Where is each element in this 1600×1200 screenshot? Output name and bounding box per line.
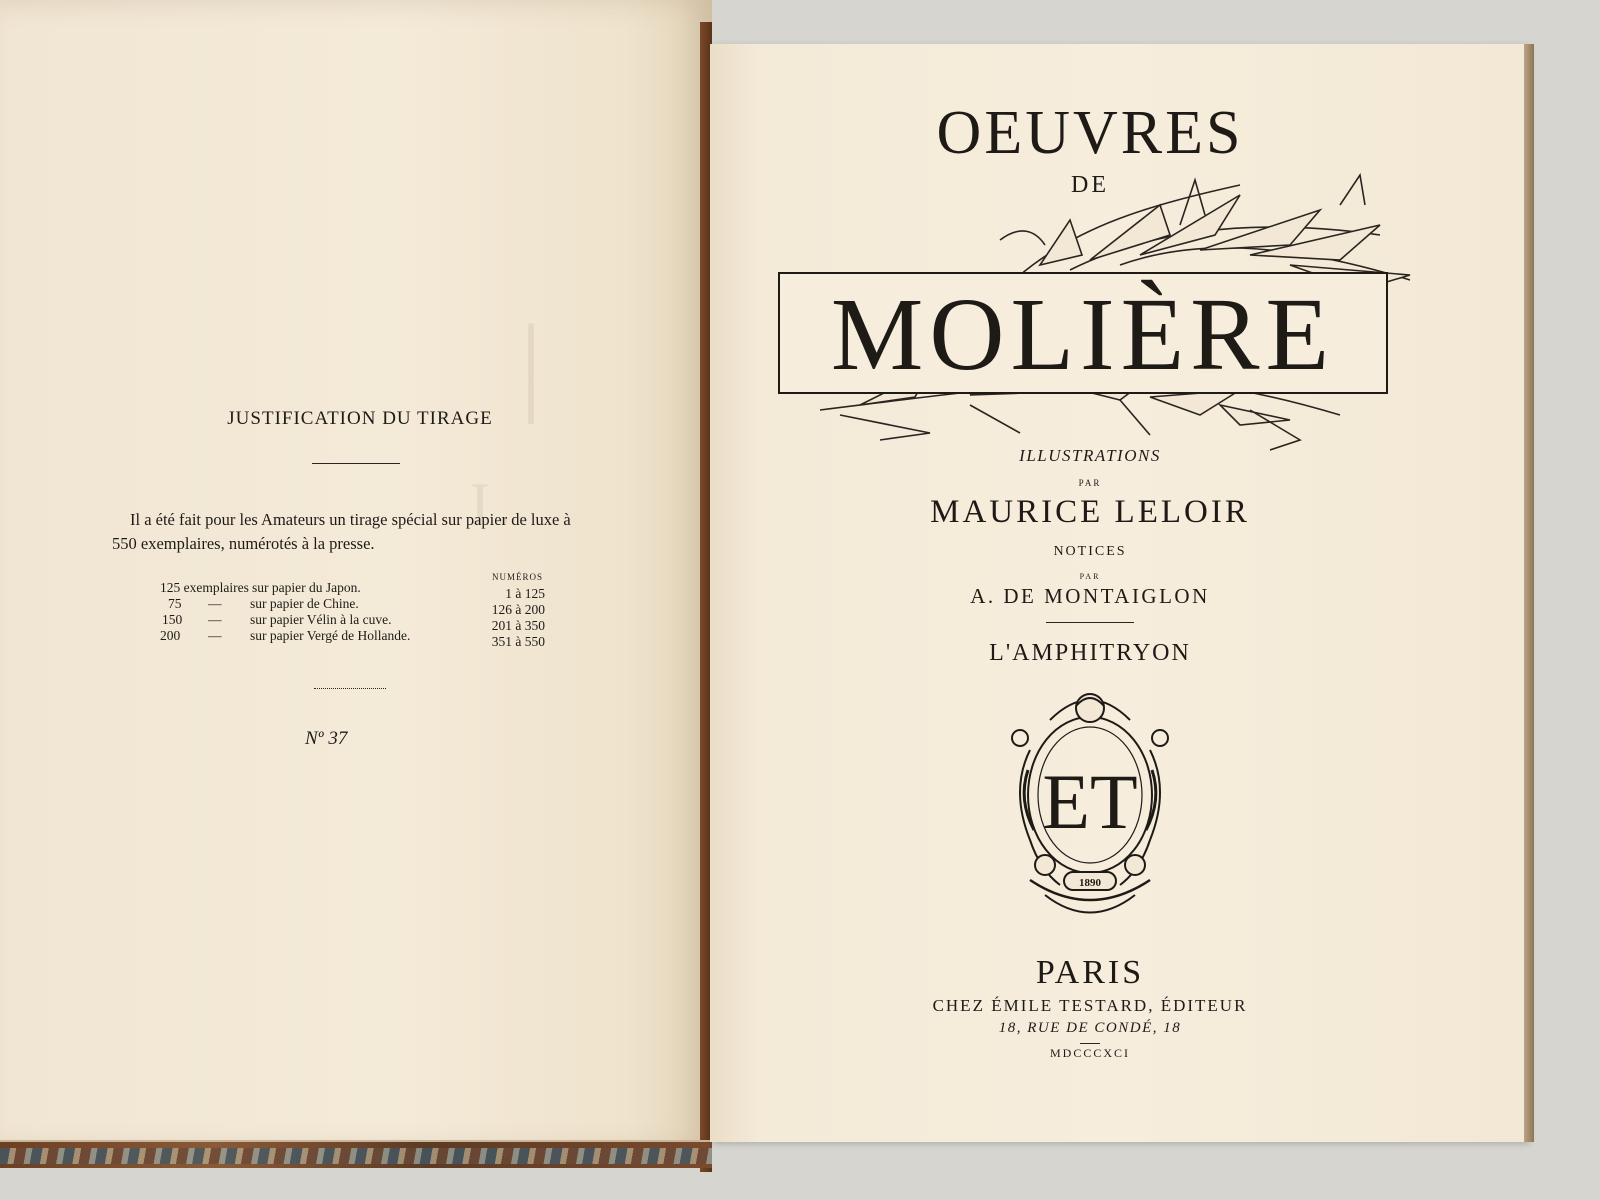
edition-row — [160, 612, 560, 633]
edition-dash: — — [208, 628, 222, 643]
title-oeuvres: OEUVRES — [936, 99, 1244, 167]
illustrations-label: ILLUSTRATIONS — [1019, 446, 1161, 465]
edition-paper: sur papier du Japon. — [252, 580, 361, 595]
imprint-publisher: CHEZ ÉMILE TESTARD, ÉDITEUR — [932, 996, 1248, 1015]
annotator-name: A. DE MONTAIGLON — [970, 584, 1210, 608]
edition-range: 201 à 350 — [491, 618, 545, 633]
publisher-device-emblem — [990, 680, 1190, 930]
marbled-pattern — [0, 1148, 712, 1164]
edition-row — [160, 580, 560, 601]
edition-quantity: 150 — [162, 612, 183, 627]
edition-paper: sur papier Vergé de Hollande. — [250, 628, 411, 643]
imprint-rule — [1080, 1043, 1100, 1044]
statement-line-2: 550 exemplaires, numérotés à la presse. — [112, 534, 375, 553]
device-year: 1890 — [1079, 877, 1101, 889]
title-de: DE — [1071, 172, 1109, 198]
illustrator-name: MAURICE LELOIR — [930, 494, 1250, 530]
imprint-year: MDCCCXCI — [1049, 1046, 1130, 1060]
show-through-text: I. — [470, 471, 517, 537]
marbled-page-edge — [0, 1140, 712, 1168]
edition-range: 351 à 550 — [491, 634, 545, 649]
edition-dash: — — [208, 612, 222, 627]
title-moliere: MOLIÈRE — [830, 277, 1336, 392]
edition-quantity: 200 — [160, 628, 181, 643]
book-board-edge — [1524, 44, 1534, 1142]
imprint-address: 18, RUE DE CONDÉ, 18 — [998, 1020, 1182, 1036]
statement-line-1: Il a été fait pour les Amateurs un tirage spécial sur papier de luxe à — [130, 510, 571, 529]
show-through-text: | — [520, 302, 549, 424]
print-run-statement — [112, 508, 602, 556]
edition-row — [160, 628, 560, 649]
left-page — [0, 0, 712, 1150]
title-rule — [1046, 622, 1134, 623]
edition-range: 1 à 125 — [505, 586, 545, 601]
numeros-header: NUMÉROS — [492, 572, 544, 582]
notices-label: NOTICES — [1053, 544, 1127, 559]
edition-quantity: 75 — [168, 596, 182, 611]
wavy-rule — [314, 688, 386, 689]
imprint-city: PARIS — [1035, 954, 1145, 991]
title-frame — [778, 272, 1388, 394]
device-monogram: ET — [1042, 758, 1138, 845]
edition-range: 126 à 200 — [491, 602, 545, 617]
edition-dash: — — [208, 596, 222, 611]
edition-row — [160, 596, 560, 617]
par-label: PAR — [1078, 478, 1102, 488]
edition-paper: sur papier Vélin à la cuve. — [250, 612, 392, 627]
par-label: PAR — [1079, 572, 1101, 581]
heading-rule — [312, 463, 400, 464]
edition-paper: sur papier de Chine. — [250, 596, 359, 611]
justification-heading: JUSTIFICATION DU TIRAGE — [227, 408, 493, 429]
play-title: L'AMPHITRYON — [989, 640, 1191, 666]
edition-quantity: 125 exemplaires — [160, 580, 249, 595]
copy-number: Nº 37 — [305, 728, 348, 749]
